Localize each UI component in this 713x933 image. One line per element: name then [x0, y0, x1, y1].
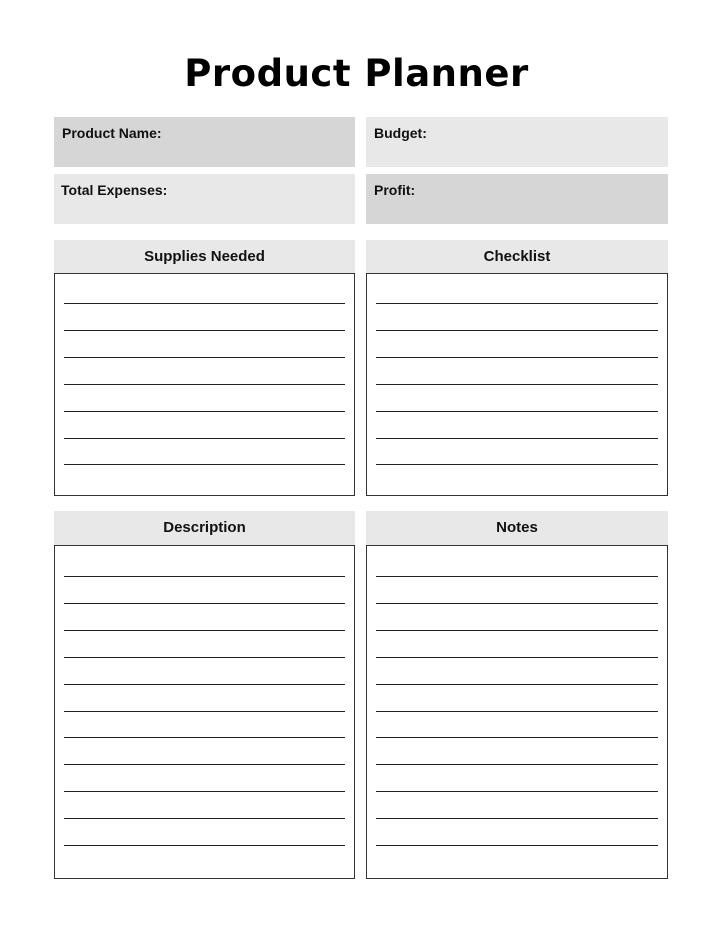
- page-title: Product Planner: [184, 52, 529, 95]
- writing-line: [376, 791, 658, 792]
- total-expenses-field[interactable]: [54, 174, 355, 224]
- supplies-needed-header: Supplies Needed: [54, 240, 355, 274]
- writing-line: [376, 411, 658, 412]
- writing-line: [376, 845, 658, 846]
- writing-line: [64, 845, 345, 846]
- product-name-field[interactable]: [54, 117, 355, 167]
- writing-line: [376, 384, 658, 385]
- budget-label: Budget:: [374, 125, 427, 141]
- writing-line: [64, 764, 345, 765]
- writing-line: [64, 303, 345, 304]
- writing-line: [376, 603, 658, 604]
- checklist-header: Checklist: [366, 240, 668, 274]
- writing-line: [376, 737, 658, 738]
- total-expenses-label: Total Expenses:: [61, 182, 168, 198]
- writing-line: [64, 791, 345, 792]
- checklist-box[interactable]: [366, 273, 668, 496]
- writing-line: [376, 630, 658, 631]
- budget-field[interactable]: [366, 117, 668, 167]
- writing-line: [64, 464, 345, 465]
- writing-line: [376, 711, 658, 712]
- writing-line: [64, 438, 345, 439]
- writing-line: [64, 630, 345, 631]
- product-name-label: Product Name:: [62, 125, 162, 141]
- notes-header: Notes: [366, 511, 668, 546]
- writing-line: [376, 303, 658, 304]
- writing-line: [376, 438, 658, 439]
- writing-line: [64, 330, 345, 331]
- description-header: Description: [54, 511, 355, 546]
- writing-line: [376, 818, 658, 819]
- writing-line: [376, 684, 658, 685]
- writing-line: [64, 411, 345, 412]
- writing-line: [64, 384, 345, 385]
- writing-line: [376, 464, 658, 465]
- writing-line: [376, 764, 658, 765]
- notes-box[interactable]: [366, 545, 668, 879]
- writing-line: [64, 684, 345, 685]
- writing-line: [376, 576, 658, 577]
- writing-line: [64, 603, 345, 604]
- profit-field[interactable]: [366, 174, 668, 224]
- writing-line: [64, 737, 345, 738]
- writing-line: [64, 657, 345, 658]
- writing-line: [376, 330, 658, 331]
- writing-line: [64, 576, 345, 577]
- writing-line: [64, 711, 345, 712]
- writing-line: [64, 357, 345, 358]
- profit-label: Profit:: [374, 182, 416, 198]
- writing-line: [376, 357, 658, 358]
- writing-line: [376, 657, 658, 658]
- writing-line: [64, 818, 345, 819]
- supplies-needed-box[interactable]: [54, 273, 355, 496]
- description-box[interactable]: [54, 545, 355, 879]
